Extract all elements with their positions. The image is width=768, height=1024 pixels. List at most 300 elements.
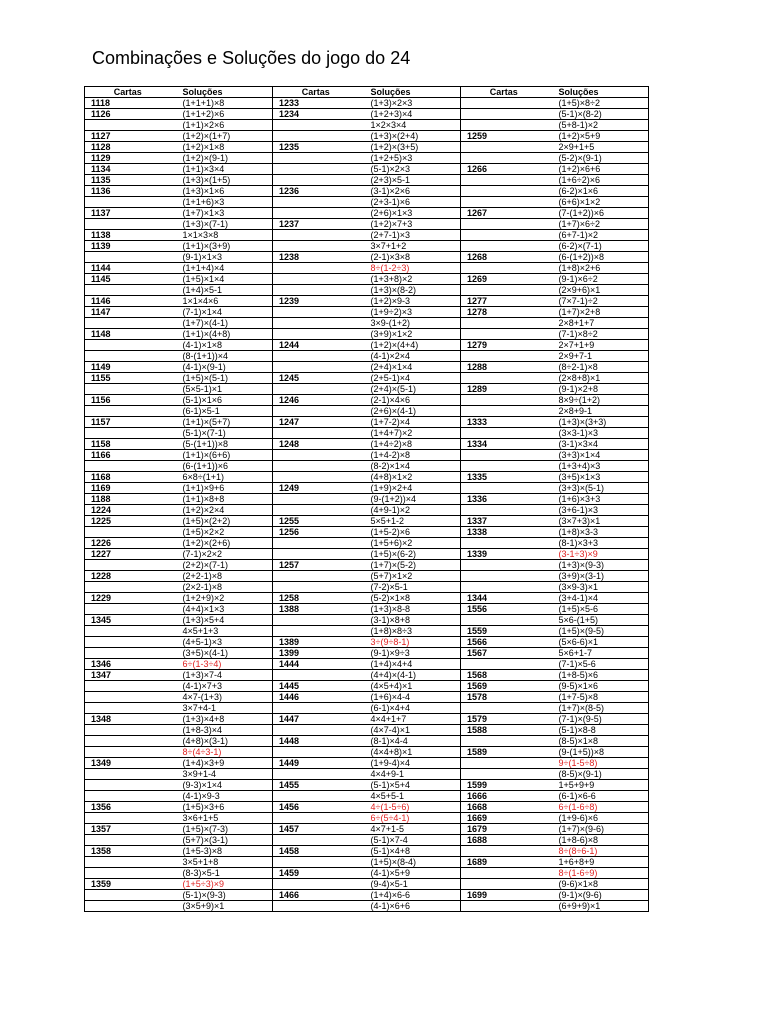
cards-cell: 1578 bbox=[461, 692, 547, 703]
solution-cell: (1+6)×3+3 bbox=[547, 494, 649, 505]
solution-cell: (4+4)×(4-1) bbox=[359, 670, 461, 681]
cards-cell bbox=[85, 197, 171, 208]
cards-cell bbox=[85, 527, 171, 538]
cards-cell bbox=[461, 285, 547, 296]
cards-cell bbox=[85, 406, 171, 417]
solution-cell: 1+6+8+9 bbox=[547, 857, 649, 868]
solution-cell: (5+8-1)×2 bbox=[547, 120, 649, 131]
solution-cell: (1+5)×3+6 bbox=[171, 802, 273, 813]
solution-cell: (2+2-1)×8 bbox=[171, 571, 273, 582]
solution-cell: (4-1)×5+9 bbox=[359, 868, 461, 879]
solution-cell: (2+3)×5-1 bbox=[359, 175, 461, 186]
table-row bbox=[85, 868, 649, 879]
cards-cell: 1129 bbox=[85, 153, 171, 164]
solution-cell: (1+4÷2)×8 bbox=[359, 439, 461, 450]
solution-cell: (3-1)×8+8 bbox=[359, 615, 461, 626]
cards-cell: 1128 bbox=[85, 142, 171, 153]
solution-cell: (1+3+4)×3 bbox=[547, 461, 649, 472]
solution-cell: (1+4)×4+4 bbox=[359, 659, 461, 670]
table-row bbox=[85, 472, 649, 483]
solution-cell: 2×7+1+9 bbox=[547, 340, 649, 351]
cards-cell: 1666 bbox=[461, 791, 547, 802]
solution-cell: (5-(1+1))×8 bbox=[171, 439, 273, 450]
solution-cell: 2×8+9-1 bbox=[547, 406, 649, 417]
solution-cell: (1+2+3)×4 bbox=[359, 109, 461, 120]
cards-cell: 1679 bbox=[461, 824, 547, 835]
cards-cell: 1256 bbox=[273, 527, 359, 538]
solution-cell: (8-3)×5-1 bbox=[171, 868, 273, 879]
cards-cell: 1246 bbox=[273, 395, 359, 406]
solution-cell: 3×7+1+2 bbox=[359, 241, 461, 252]
solution-cell: 3×7+4-1 bbox=[171, 703, 273, 714]
cards-cell bbox=[85, 120, 171, 131]
cards-cell bbox=[273, 879, 359, 890]
solution-cell: (1+7)×6÷2 bbox=[547, 219, 649, 230]
solution-cell: (1+1)×3×4 bbox=[171, 164, 273, 175]
solution-cell: (9-1)×1×3 bbox=[171, 252, 273, 263]
cards-cell bbox=[273, 406, 359, 417]
table-row bbox=[85, 384, 649, 395]
solution-cell: (9-6)×1×8 bbox=[547, 879, 649, 890]
solution-cell: (1+5)×(9-5) bbox=[547, 626, 649, 637]
cards-cell: 1166 bbox=[85, 450, 171, 461]
solution-cell: (9-(1+5))×8 bbox=[547, 747, 649, 758]
solution-cell: (1+5)×2×2 bbox=[171, 527, 273, 538]
cards-cell: 1348 bbox=[85, 714, 171, 725]
table-row bbox=[85, 373, 649, 384]
solution-cell: (2+7-1)×3 bbox=[359, 230, 461, 241]
cards-cell: 1688 bbox=[461, 835, 547, 846]
solution-cell: (4+8)×1×2 bbox=[359, 472, 461, 483]
cards-cell bbox=[273, 131, 359, 142]
cards-cell: 1356 bbox=[85, 802, 171, 813]
cards-cell bbox=[461, 703, 547, 714]
cards-cell bbox=[273, 835, 359, 846]
cards-cell bbox=[461, 109, 547, 120]
solution-cell: (3×7+3)×1 bbox=[547, 516, 649, 527]
cards-cell bbox=[461, 395, 547, 406]
solution-cell: (1+7)×(9-6) bbox=[547, 824, 649, 835]
cards-cell bbox=[273, 461, 359, 472]
cards-cell bbox=[85, 703, 171, 714]
cards-cell: 1448 bbox=[273, 736, 359, 747]
solution-cell: (3×9-3)×1 bbox=[547, 582, 649, 593]
table-row bbox=[85, 351, 649, 362]
solution-cell: (5-1)×(7-1) bbox=[171, 428, 273, 439]
cards-cell bbox=[461, 615, 547, 626]
cards-cell bbox=[273, 428, 359, 439]
cards-cell bbox=[273, 626, 359, 637]
table-row bbox=[85, 362, 649, 373]
solution-cell: (5-1)×2×3 bbox=[359, 164, 461, 175]
solution-cell: (9-1)×9÷3 bbox=[359, 648, 461, 659]
cards-cell: 1127 bbox=[85, 131, 171, 142]
solution-cell: (6-2)×(7-1) bbox=[547, 241, 649, 252]
table-row bbox=[85, 329, 649, 340]
table-row bbox=[85, 593, 649, 604]
solution-cell: (8-1)×4-4 bbox=[359, 736, 461, 747]
table-row bbox=[85, 901, 649, 912]
cards-cell bbox=[85, 736, 171, 747]
table-row bbox=[85, 582, 649, 593]
cards-cell: 1258 bbox=[273, 593, 359, 604]
solution-cell: (3+9)×(3-1) bbox=[547, 571, 649, 582]
cards-cell: 1156 bbox=[85, 395, 171, 406]
cards-header: Cartas bbox=[461, 87, 547, 98]
table-row bbox=[85, 494, 649, 505]
cards-cell bbox=[273, 318, 359, 329]
solution-cell: 8×9÷(1+2) bbox=[547, 395, 649, 406]
cards-cell bbox=[273, 725, 359, 736]
cards-cell: 1169 bbox=[85, 483, 171, 494]
solution-cell: (1+3)×(7-1) bbox=[171, 219, 273, 230]
table-row bbox=[85, 483, 649, 494]
cards-cell bbox=[273, 197, 359, 208]
cards-cell: 1288 bbox=[461, 362, 547, 373]
solution-cell: 3÷(9÷8-1) bbox=[359, 637, 461, 648]
cards-cell bbox=[85, 791, 171, 802]
solution-cell: (9-4)×5-1 bbox=[359, 879, 461, 890]
solution-cell: (1+1+1)×8 bbox=[171, 98, 273, 109]
cards-cell bbox=[85, 219, 171, 230]
cards-cell: 1247 bbox=[273, 417, 359, 428]
solution-cell: (6-(1+2))×8 bbox=[547, 252, 649, 263]
solution-cell: (8÷2-1)×8 bbox=[547, 362, 649, 373]
solution-cell: (5+7)×1×2 bbox=[359, 571, 461, 582]
solution-cell: (1+1)×9+6 bbox=[171, 483, 273, 494]
table-row bbox=[85, 285, 649, 296]
solution-cell: (3+5)×(4-1) bbox=[171, 648, 273, 659]
cards-cell: 1349 bbox=[85, 758, 171, 769]
solution-cell: (8-(1+1))×4 bbox=[171, 351, 273, 362]
table-row bbox=[85, 186, 649, 197]
cards-cell bbox=[273, 791, 359, 802]
cards-cell: 1228 bbox=[85, 571, 171, 582]
cards-cell bbox=[273, 703, 359, 714]
cards-cell: 1689 bbox=[461, 857, 547, 868]
table-row bbox=[85, 153, 649, 164]
solution-cell: (7-1)×(9-5) bbox=[547, 714, 649, 725]
cards-cell bbox=[85, 747, 171, 758]
solution-cell: (1+9-6)×6 bbox=[547, 813, 649, 824]
table-row bbox=[85, 230, 649, 241]
solution-cell: (1+2)×5+9 bbox=[547, 131, 649, 142]
solution-cell: (1+2)×(9-1) bbox=[171, 153, 273, 164]
solution-cell: 4÷(1-5÷6) bbox=[359, 802, 461, 813]
cards-cell bbox=[461, 461, 547, 472]
solution-cell: 4×4+1+7 bbox=[359, 714, 461, 725]
solution-cell: (1+5)×5-6 bbox=[547, 604, 649, 615]
solution-cell: (3×5+9)×1 bbox=[171, 901, 273, 912]
solution-cell: (5-1)×5+4 bbox=[359, 780, 461, 791]
cards-cell bbox=[461, 351, 547, 362]
cards-cell: 1388 bbox=[273, 604, 359, 615]
cards-cell bbox=[273, 230, 359, 241]
solution-cell: (5-1)×8-8 bbox=[547, 725, 649, 736]
solution-cell: (2×2-1)×8 bbox=[171, 582, 273, 593]
solution-cell: 1+5+9+9 bbox=[547, 780, 649, 791]
table-row bbox=[85, 197, 649, 208]
solution-cell: (1+2)×(3+5) bbox=[359, 142, 461, 153]
solution-cell: (4-1)×9-3 bbox=[171, 791, 273, 802]
cards-cell bbox=[273, 538, 359, 549]
solution-cell: (1+1)×(5+7) bbox=[171, 417, 273, 428]
table-row bbox=[85, 769, 649, 780]
cards-cell bbox=[85, 461, 171, 472]
solution-cell: (1+5)×8÷2 bbox=[547, 98, 649, 109]
solution-cell: (2-1)×3×8 bbox=[359, 252, 461, 263]
solution-cell: (1+5÷3)×9 bbox=[171, 879, 273, 890]
cards-cell: 1157 bbox=[85, 417, 171, 428]
solution-cell: (1+1+6)×3 bbox=[171, 197, 273, 208]
solution-cell: (1+3)×(8-2) bbox=[359, 285, 461, 296]
table-row bbox=[85, 516, 649, 527]
table-row bbox=[85, 890, 649, 901]
cards-cell bbox=[461, 263, 547, 274]
cards-cell bbox=[461, 230, 547, 241]
table-row bbox=[85, 241, 649, 252]
solution-cell: (1+2)×(4+4) bbox=[359, 340, 461, 351]
solution-cell: (6-1)×5-1 bbox=[171, 406, 273, 417]
cards-cell bbox=[273, 175, 359, 186]
solution-cell: (1+3)×8-8 bbox=[359, 604, 461, 615]
solution-cell: (7×7-1)÷2 bbox=[547, 296, 649, 307]
solution-cell: (5-1)×7-4 bbox=[359, 835, 461, 846]
cards-cell bbox=[273, 549, 359, 560]
cards-cell bbox=[461, 538, 547, 549]
solution-cell: (1+2)×6+6 bbox=[547, 164, 649, 175]
cards-cell bbox=[273, 153, 359, 164]
solution-cell: (1+3+8)×2 bbox=[359, 274, 461, 285]
cards-cell bbox=[461, 428, 547, 439]
cards-cell: 1358 bbox=[85, 846, 171, 857]
solutions-table bbox=[84, 86, 649, 912]
cards-cell: 1459 bbox=[273, 868, 359, 879]
cards-header: Cartas bbox=[273, 87, 359, 98]
cards-cell bbox=[273, 274, 359, 285]
solution-cell: (1+1)×(6+6) bbox=[171, 450, 273, 461]
table-row bbox=[85, 813, 649, 824]
solution-cell: (1+9÷2)×3 bbox=[359, 307, 461, 318]
cards-cell bbox=[461, 571, 547, 582]
solution-cell: 2×9+7-1 bbox=[547, 351, 649, 362]
cards-cell: 1579 bbox=[461, 714, 547, 725]
table-row bbox=[85, 263, 649, 274]
cards-cell: 1236 bbox=[273, 186, 359, 197]
solution-cell: (1+1)×2×6 bbox=[171, 120, 273, 131]
solution-cell: (1+2)×(2+6) bbox=[171, 538, 273, 549]
cards-cell bbox=[273, 857, 359, 868]
cards-cell bbox=[461, 450, 547, 461]
cards-cell bbox=[273, 263, 359, 274]
cards-cell: 1599 bbox=[461, 780, 547, 791]
cards-cell: 1138 bbox=[85, 230, 171, 241]
solution-cell: 5×6-(1+5) bbox=[547, 615, 649, 626]
cards-cell: 1279 bbox=[461, 340, 547, 351]
cards-cell bbox=[461, 659, 547, 670]
cards-cell bbox=[85, 769, 171, 780]
solution-cell: (1+5)×(2+2) bbox=[171, 516, 273, 527]
solution-cell: (2-1)×4×6 bbox=[359, 395, 461, 406]
solution-cell: 4×4+9-1 bbox=[359, 769, 461, 780]
cards-cell bbox=[461, 758, 547, 769]
solution-cell: (1+5+6)×2 bbox=[359, 538, 461, 549]
solution-cell: 3×9-(1+2) bbox=[359, 318, 461, 329]
solution-cell: (3+4-1)×4 bbox=[547, 593, 649, 604]
cards-cell: 1277 bbox=[461, 296, 547, 307]
solution-cell: (1+2+9)×2 bbox=[171, 593, 273, 604]
solution-cell: (1+1)×8+8 bbox=[171, 494, 273, 505]
cards-cell: 1699 bbox=[461, 890, 547, 901]
solution-cell: (5-1)×4+8 bbox=[359, 846, 461, 857]
solution-cell: 8÷(1-6÷9) bbox=[547, 868, 649, 879]
cards-cell: 1237 bbox=[273, 219, 359, 230]
table-row bbox=[85, 505, 649, 516]
solution-cell: (1+3)×(1+5) bbox=[171, 175, 273, 186]
cards-cell: 1333 bbox=[461, 417, 547, 428]
solution-cell: (1+1+2)×6 bbox=[171, 109, 273, 120]
cards-cell bbox=[273, 362, 359, 373]
solution-cell: (1+5-3)×8 bbox=[171, 846, 273, 857]
cards-cell: 1344 bbox=[461, 593, 547, 604]
cards-cell: 1146 bbox=[85, 296, 171, 307]
cards-cell bbox=[461, 879, 547, 890]
cards-cell: 1224 bbox=[85, 505, 171, 516]
table-row bbox=[85, 615, 649, 626]
solution-cell: (1+8-3)×4 bbox=[171, 725, 273, 736]
solution-cell: 3×6+1+5 bbox=[171, 813, 273, 824]
cards-cell: 1148 bbox=[85, 329, 171, 340]
cards-cell: 1239 bbox=[273, 296, 359, 307]
solution-cell: (2+6)×(4-1) bbox=[359, 406, 461, 417]
table-row bbox=[85, 549, 649, 560]
solution-cell: 8÷(4÷3-1) bbox=[171, 747, 273, 758]
cards-cell: 1227 bbox=[85, 549, 171, 560]
table-row bbox=[85, 604, 649, 615]
solution-cell: (6-1)×6-6 bbox=[547, 791, 649, 802]
cards-cell bbox=[85, 384, 171, 395]
cards-cell: 1225 bbox=[85, 516, 171, 527]
solution-cell: 3×9+1-4 bbox=[171, 769, 273, 780]
table-row bbox=[85, 736, 649, 747]
cards-cell: 1347 bbox=[85, 670, 171, 681]
cards-cell bbox=[461, 329, 547, 340]
solution-cell: (1+3)×7-4 bbox=[171, 670, 273, 681]
cards-cell: 1267 bbox=[461, 208, 547, 219]
table-row bbox=[85, 120, 649, 131]
solution-cell: (3-1÷3)×9 bbox=[547, 549, 649, 560]
cards-cell: 1136 bbox=[85, 186, 171, 197]
cards-cell: 1588 bbox=[461, 725, 547, 736]
cards-cell bbox=[273, 494, 359, 505]
cards-cell: 1145 bbox=[85, 274, 171, 285]
table-row bbox=[85, 450, 649, 461]
solution-cell: (1+7-2)×4 bbox=[359, 417, 461, 428]
solution-cell: 1×2×3×4 bbox=[359, 120, 461, 131]
table-row bbox=[85, 461, 649, 472]
table-row bbox=[85, 725, 649, 736]
solution-cell: (6-1)×4+4 bbox=[359, 703, 461, 714]
solution-cell: (1+5)×(5-1) bbox=[171, 373, 273, 384]
cards-cell: 1359 bbox=[85, 879, 171, 890]
cards-cell bbox=[461, 153, 547, 164]
solution-cell: (6+7-1)×2 bbox=[547, 230, 649, 241]
solution-cell: (1+5)×(8-4) bbox=[359, 857, 461, 868]
table-row bbox=[85, 307, 649, 318]
solution-cell: (5×6-6)×1 bbox=[547, 637, 649, 648]
table-row bbox=[85, 571, 649, 582]
table-row bbox=[85, 648, 649, 659]
table-row bbox=[85, 296, 649, 307]
solution-cell: (5-1)×(8-2) bbox=[547, 109, 649, 120]
solution-cell: (3+6-1)×3 bbox=[547, 505, 649, 516]
cards-cell: 1334 bbox=[461, 439, 547, 450]
cards-cell: 1144 bbox=[85, 263, 171, 274]
cards-cell: 1569 bbox=[461, 681, 547, 692]
table-row bbox=[85, 747, 649, 758]
cards-cell bbox=[85, 901, 171, 912]
cards-cell bbox=[273, 813, 359, 824]
solution-cell: (1+3)×1×6 bbox=[171, 186, 273, 197]
solution-cell: (9-5)×1×6 bbox=[547, 681, 649, 692]
cards-cell: 1449 bbox=[273, 758, 359, 769]
cards-cell: 1336 bbox=[461, 494, 547, 505]
cards-cell bbox=[273, 285, 359, 296]
solutions-header: Soluções bbox=[547, 87, 649, 98]
cards-cell bbox=[461, 318, 547, 329]
table-row bbox=[85, 758, 649, 769]
cards-cell: 1457 bbox=[273, 824, 359, 835]
cards-cell bbox=[273, 329, 359, 340]
solution-cell: (1+2)×7+3 bbox=[359, 219, 461, 230]
solution-cell: 8÷(1-2÷3) bbox=[359, 263, 461, 274]
cards-cell bbox=[85, 648, 171, 659]
cards-cell bbox=[461, 560, 547, 571]
cards-cell: 1238 bbox=[273, 252, 359, 263]
solution-cell: (5-2)×(9-1) bbox=[547, 153, 649, 164]
solution-cell: (8-2)×1×4 bbox=[359, 461, 461, 472]
solution-cell: 2×9+1+5 bbox=[547, 142, 649, 153]
cards-cell bbox=[273, 241, 359, 252]
cards-cell: 1466 bbox=[273, 890, 359, 901]
cards-cell bbox=[461, 505, 547, 516]
cards-cell: 1589 bbox=[461, 747, 547, 758]
solution-cell: (1+2+5)×3 bbox=[359, 153, 461, 164]
cards-cell: 1158 bbox=[85, 439, 171, 450]
solution-cell: 2×8+1+7 bbox=[547, 318, 649, 329]
cards-cell bbox=[85, 626, 171, 637]
solutions-header: Soluções bbox=[171, 87, 273, 98]
cards-cell bbox=[85, 725, 171, 736]
solution-cell: (1+9-4)×4 bbox=[359, 758, 461, 769]
solution-cell: 3×5+1+8 bbox=[171, 857, 273, 868]
solution-cell: (1+6)×4-4 bbox=[359, 692, 461, 703]
cards-cell: 1668 bbox=[461, 802, 547, 813]
cards-cell bbox=[461, 901, 547, 912]
solution-cell: (1+8-5)×6 bbox=[547, 670, 649, 681]
solution-cell: (2+3-1)×6 bbox=[359, 197, 461, 208]
cards-cell bbox=[461, 406, 547, 417]
solution-cell: 6÷(5÷4-1) bbox=[359, 813, 461, 824]
solution-cell: 1×1×4×6 bbox=[171, 296, 273, 307]
table-row bbox=[85, 780, 649, 791]
solution-cell: (4-1)×1×8 bbox=[171, 340, 273, 351]
solution-cell: (5-1)×(9-3) bbox=[171, 890, 273, 901]
table-row bbox=[85, 142, 649, 153]
solution-cell: (5×5-1)×1 bbox=[171, 384, 273, 395]
table-row bbox=[85, 340, 649, 351]
solution-cell: (2×9+6)×1 bbox=[547, 285, 649, 296]
